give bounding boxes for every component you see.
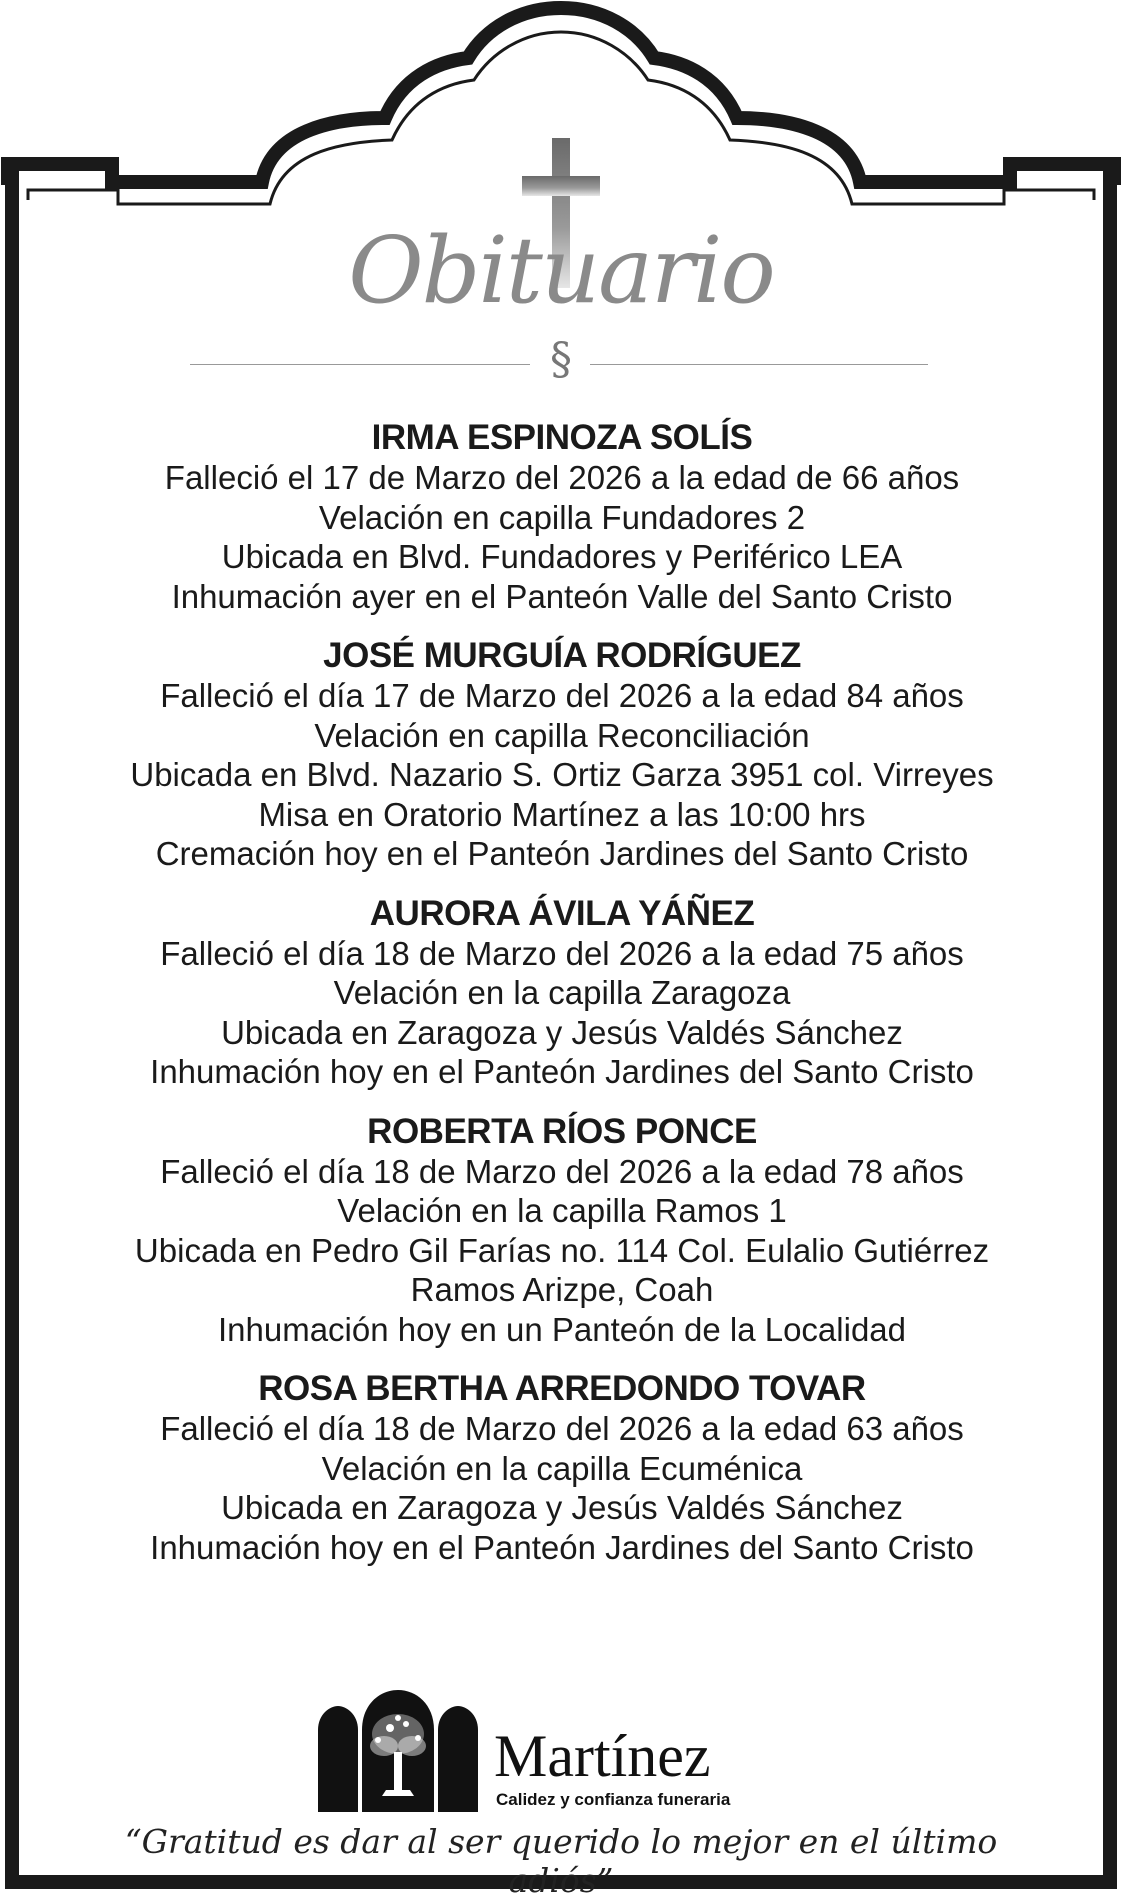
obituary-notice — [40, 1112, 1084, 1350]
notice-line: Misa en Oratorio Martínez a las 10:00 hrs — [258, 795, 866, 833]
notice-line: Velación en la capilla Ecuménica — [321, 1449, 803, 1487]
notice-line: Falleció el día 17 de Marzo del 2026 a la edad 84 años — [160, 677, 964, 714]
notice-line: Ubicada en Zaragoza y Jesús Valdés Sánchez — [221, 1013, 903, 1051]
notice-line: Falleció el día 18 de Marzo del 2026 a la edad 75 años — [160, 934, 964, 972]
funeral-home-logo-icon — [318, 1690, 478, 1812]
notice-line: Inhumación hoy en un Panteón de la Localidad — [217, 1310, 907, 1348]
notice-line: Falleció el 17 de Marzo del 2026 a la edad de 66 años — [164, 459, 960, 496]
notice-line: Inhumación hoy en el Panteón Jardines del Santo Cristo — [150, 1528, 974, 1566]
brand-tagline: Calidez y confianza funeraria — [496, 1790, 731, 1809]
notice-line: Falleció el día 18 de Marzo del 2026 a la edad 63 años — [160, 1410, 964, 1447]
ornament-icon: § — [550, 334, 572, 385]
notice-line: Ubicada en Pedro Gil Farías no. 114 Col. Eulalio Gutiérrez — [134, 1231, 990, 1269]
notice-line: Ramos Arizpe, Coah — [410, 1271, 714, 1308]
obituary-notice — [40, 894, 1084, 1092]
notice-line: Ubicada en Blvd. Fundadores y Periférico LEA — [221, 538, 903, 575]
deceased-name: IRMA ESPINOZA SOLÍS — [371, 418, 753, 457]
notice-line: Falleció el día 18 de Marzo del 2026 a la edad 78 años — [160, 1152, 964, 1190]
obituary-notice — [40, 418, 1084, 616]
brand-name: Martínez — [494, 1723, 711, 1789]
notice-line: Ubicada en Zaragoza y Jesús Valdés Sánchez — [221, 1489, 903, 1526]
obituary-notice — [40, 1369, 1084, 1567]
notice-line: Ubicada en Blvd. Nazario S. Ortiz Garza 3951 col. Virreyes — [130, 756, 994, 793]
deceased-name: ROBERTA RÍOS PONCE — [367, 1111, 757, 1151]
page-title: Obituario — [348, 217, 774, 324]
notice-line: Velación en capilla Reconciliación — [314, 716, 810, 754]
obituary-list — [40, 418, 1084, 1587]
notice-line: Velación en capilla Fundadores 2 — [318, 498, 806, 536]
notice-line: Cremación hoy en el Panteón Jardines del Santo Cristo — [155, 835, 969, 872]
obituary-notice — [40, 636, 1084, 874]
divider-left — [190, 364, 530, 365]
notice-line: Velación en la capilla Ramos 1 — [337, 1192, 787, 1229]
divider-right — [590, 364, 928, 365]
notice-line: Velación en la capilla Zaragoza — [333, 974, 791, 1011]
deceased-name: AURORA ÁVILA YÁÑEZ — [369, 893, 755, 933]
deceased-name: JOSÉ MURGUÍA RODRÍGUEZ — [323, 636, 801, 675]
deceased-name: ROSA BERTHA ARREDONDO TOVAR — [258, 1369, 866, 1408]
notice-line: Inhumación hoy en el Panteón Jardines del Santo Cristo — [150, 1053, 974, 1090]
closing-quote: “Gratitud es dar al ser querido lo mejor en el último adiós” — [124, 1822, 998, 1900]
notice-line: Inhumación ayer en el Panteón Valle del Santo Cristo — [171, 577, 953, 615]
